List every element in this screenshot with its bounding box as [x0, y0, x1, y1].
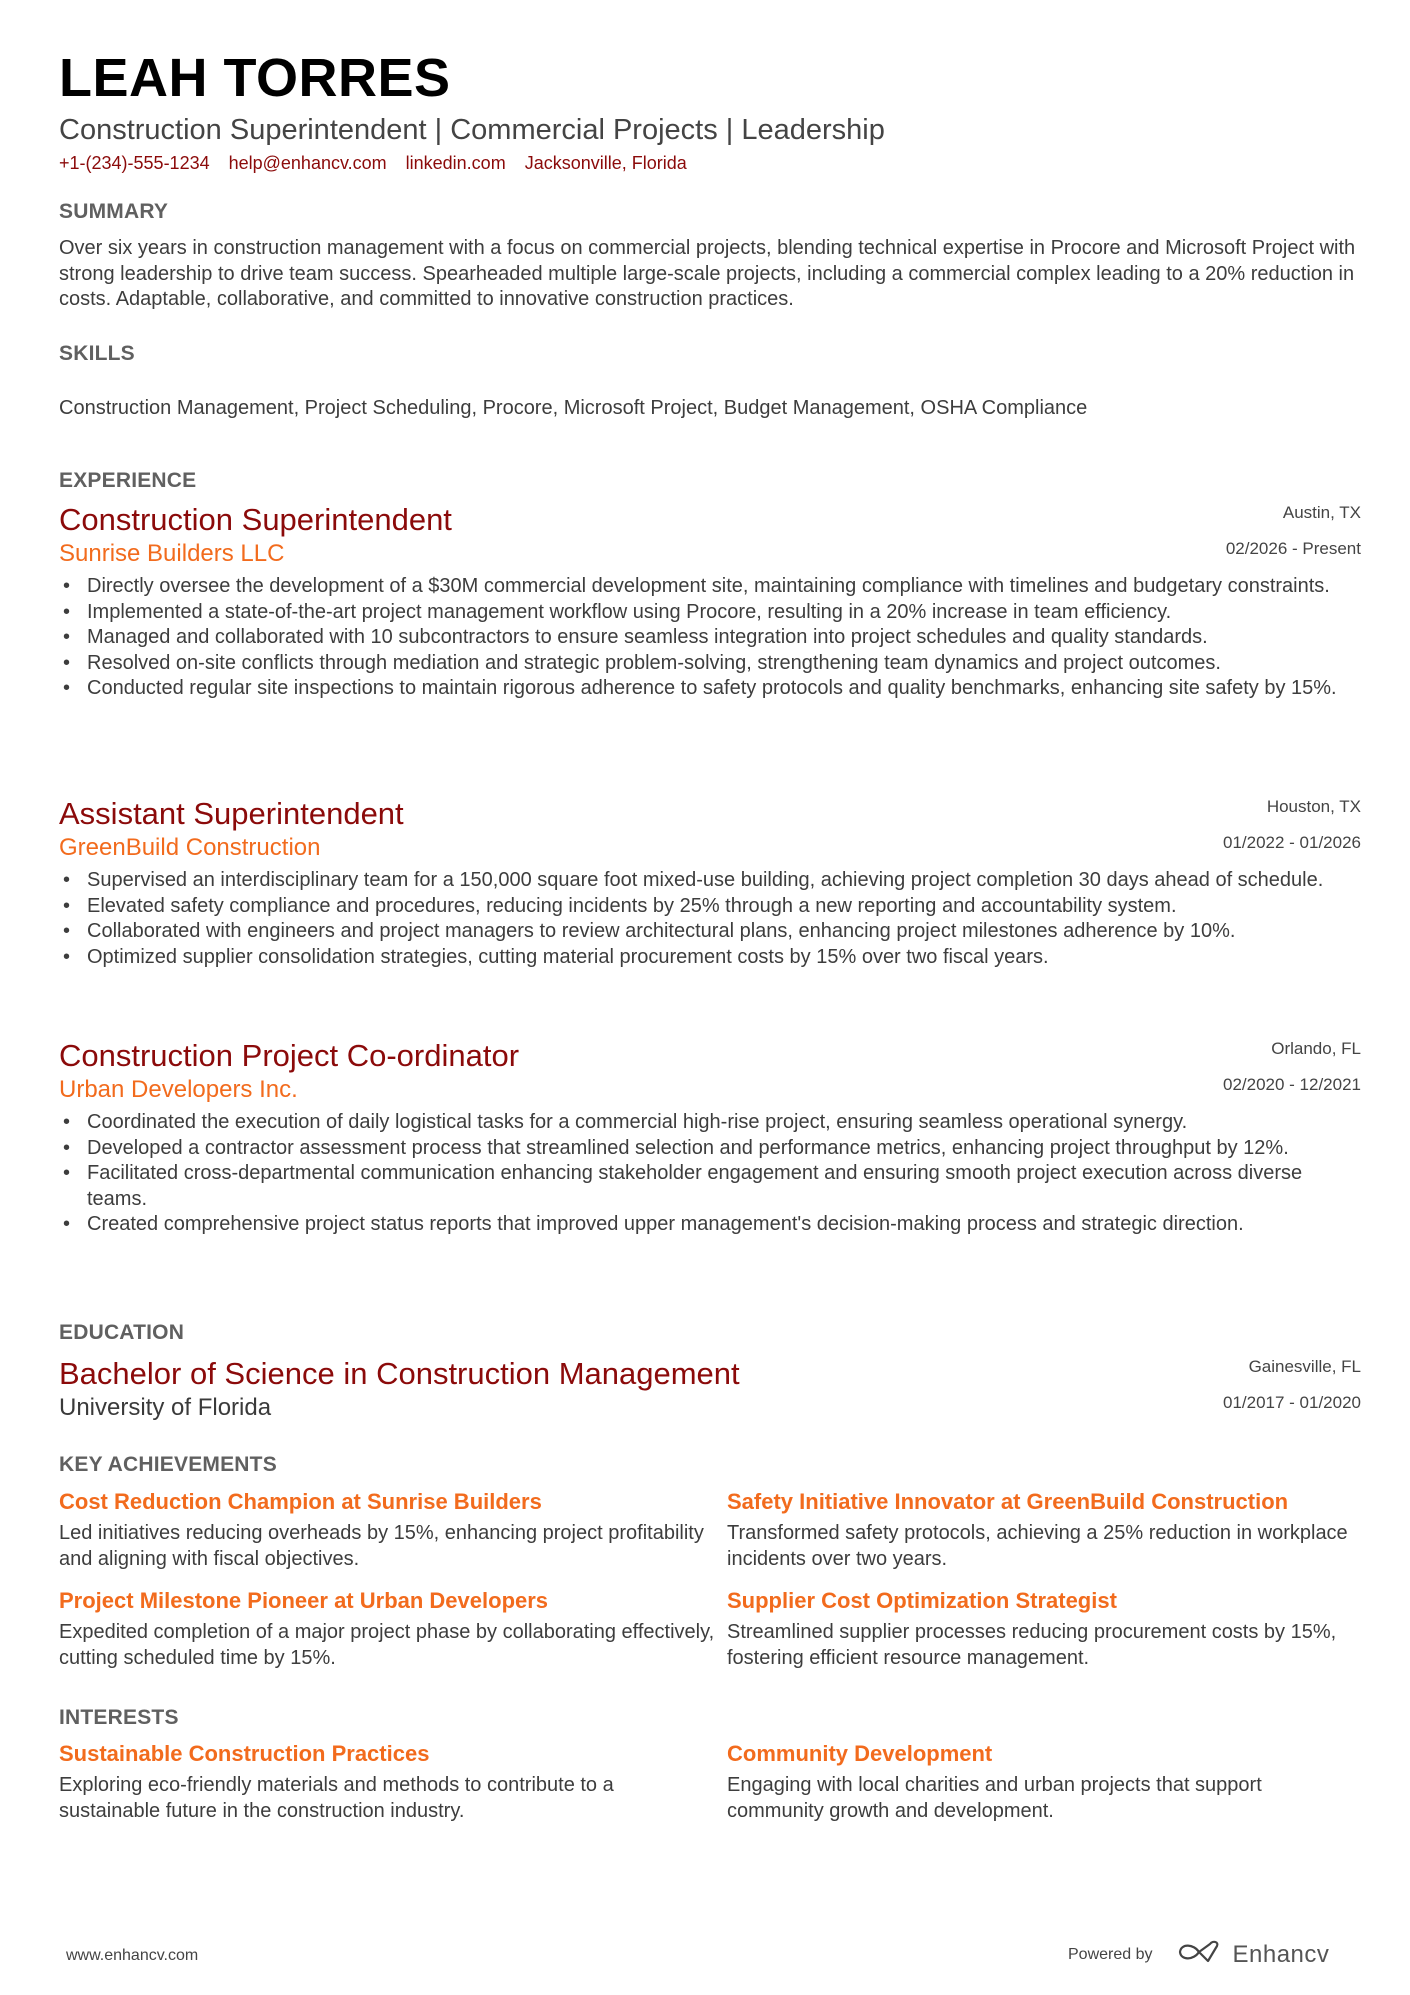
- achievement-title: Cost Reduction Champion at Sunrise Builders: [59, 1489, 542, 1514]
- job-dates: 02/2026 - Present: [1225, 539, 1361, 558]
- achievements-grid: [59, 1487, 1361, 1671]
- experience-entry: [59, 795, 1361, 970]
- skills-heading: SKILLS: [59, 342, 135, 365]
- headline: Construction Superintendent | Commercial Projects | Leadership: [59, 114, 885, 146]
- summary-text: Over six years in construction management with a focus on commercial projects, blending technical expertise in Procore and Microsoft Project with strong leadership to drive team success. Spearheaded multiple large-scale projects, including a commercial complex leading to a 20% reduction in costs. Adaptable, collaborative, and committed to innovative construction practices.: [59, 237, 1356, 311]
- job-meta: [1223, 1037, 1361, 1094]
- education-heading: EDUCATION: [59, 1321, 185, 1344]
- achievement-desc: Expedited completion of a major project phase by collaborating effectively, cutting scheduled time by 15%.: [59, 1621, 715, 1669]
- bullet-item: • Collaborated with engineers and project managers to review architectural plans, enhancing project milestones adherence by 10%.: [59, 919, 1361, 945]
- achievement-title: Project Milestone Pioneer at Urban Developers: [59, 1588, 549, 1614]
- achievement-desc: Streamlined supplier processes reducing procurement costs by 15%, fostering efficient resource management.: [727, 1621, 1337, 1669]
- bullet-item: • Optimized supplier consolidation strategies, cutting material procurement costs by 15% over two fiscal years.: [59, 945, 1361, 971]
- job-bullets: [59, 868, 1361, 970]
- achievement-item: [727, 1586, 1361, 1671]
- interests-grid: [59, 1739, 1361, 1824]
- footer-branding: [1068, 1940, 1329, 1969]
- job-company: Urban Developers Inc.: [59, 1076, 298, 1103]
- job-bullets: [59, 1110, 1361, 1238]
- contact-info: [59, 151, 706, 175]
- job-company: Sunrise Builders LLC: [59, 540, 285, 567]
- job-title: Construction Superintendent: [59, 502, 452, 537]
- enhancv-logo-icon: [1177, 1940, 1223, 1969]
- bullet-item: • Supervised an interdisciplinary team for a 150,000 square foot mixed-use building, achieving project completion 30 days ahead of schedule.: [59, 868, 1361, 894]
- bullet-item: • Directly oversee the development of a $30M commercial development site, maintaining compliance with timelines and budgetary constraints.: [59, 574, 1361, 600]
- candidate-name: LEAH TORRES: [59, 48, 451, 108]
- phone-link[interactable]: +1-(234)-555-1234: [59, 153, 210, 173]
- experience-heading: EXPERIENCE: [59, 469, 197, 492]
- job-location: Austin, TX: [1282, 503, 1361, 522]
- achievement-item: [727, 1487, 1361, 1572]
- job-meta: [1223, 795, 1361, 852]
- footer-website-link[interactable]: www.enhancv.com: [66, 1947, 199, 1964]
- bullet-item: • Elevated safety compliance and procedures, reducing incidents by 25% through a new reporting and accountability system.: [59, 894, 1361, 920]
- bullet-item: • Managed and collaborated with 10 subcontractors to ensure seamless integration into project schedules and quality standards.: [59, 625, 1361, 651]
- bullet-item: • Developed a contractor assessment process that streamlined selection and performance metrics, enhancing project throughput by 12%.: [59, 1136, 1361, 1162]
- interest-desc: Engaging with local charities and urban projects that support community growth and development.: [727, 1774, 1262, 1822]
- job-company: GreenBuild Construction: [59, 834, 321, 861]
- job-title: Assistant Superintendent: [59, 796, 404, 831]
- skills-text: Construction Management, Project Scheduling, Procore, Microsoft Project, Budget Management, OSHA Compliance: [59, 397, 1088, 419]
- powered-by-label: Powered by: [1068, 1945, 1153, 1963]
- interest-title: Community Development: [727, 1741, 993, 1766]
- location-text: Jacksonville, Florida: [524, 153, 687, 173]
- interest-item: [59, 1739, 727, 1824]
- interest-title: Sustainable Construction Practices: [59, 1741, 430, 1766]
- bullet-item: • Resolved on-site conflicts through mediation and strategic problem-solving, strengthening team dynamics and project outcomes.: [59, 651, 1361, 677]
- experience-entry: [59, 1037, 1361, 1238]
- job-location: Houston, TX: [1266, 797, 1361, 816]
- education-entry: [59, 1355, 1361, 1423]
- interest-desc: Exploring eco-friendly materials and methods to contribute to a sustainable future in the construction industry.: [59, 1774, 614, 1822]
- achievement-desc: Transformed safety protocols, achieving a 25% reduction in workplace incidents over two years.: [727, 1522, 1348, 1570]
- job-title: Construction Project Co-ordinator: [59, 1038, 520, 1073]
- experience-entry: [59, 501, 1361, 702]
- education-meta: [1223, 1355, 1361, 1412]
- bullet-item: • Coordinated the execution of daily logistical tasks for a commercial high-rise project, ensuring seamless operational synergy.: [59, 1110, 1361, 1136]
- education-dates: 01/2017 - 01/2020: [1222, 1393, 1361, 1412]
- achievements-heading: KEY ACHIEVEMENTS: [59, 1453, 277, 1476]
- achievement-item: [59, 1586, 727, 1671]
- interests-heading: INTERESTS: [59, 1706, 179, 1729]
- school-name: University of Florida: [59, 1394, 272, 1421]
- job-location: Orlando, FL: [1271, 1039, 1361, 1058]
- enhancv-brand-link[interactable]: [1177, 1940, 1330, 1969]
- job-dates: 02/2020 - 12/2021: [1222, 1075, 1361, 1094]
- summary-heading: SUMMARY: [59, 200, 169, 223]
- email-link[interactable]: help@enhancv.com: [228, 153, 387, 173]
- job-bullets: [59, 574, 1361, 702]
- enhancv-brand-name: Enhancv: [1232, 1940, 1330, 1968]
- achievement-title: Supplier Cost Optimization Strategist: [727, 1588, 1117, 1614]
- bullet-item: • Implemented a state-of-the-art project management workflow using Procore, resulting in a 20% increase in team efficiency.: [59, 600, 1361, 626]
- degree-title: Bachelor of Science in Construction Management: [59, 1356, 740, 1391]
- job-meta: [1226, 501, 1361, 558]
- interest-item: [727, 1739, 1361, 1824]
- achievement-item: [59, 1487, 727, 1572]
- bullet-item: • Conducted regular site inspections to maintain rigorous adherence to safety protocols and quality benchmarks, enhancing site safety by 15%.: [59, 676, 1361, 702]
- achievement-title: Safety Initiative Innovator at GreenBuild Construction: [727, 1489, 1289, 1514]
- bullet-item: • Facilitated cross-departmental communication enhancing stakeholder engagement and ensuring smooth project execution across diverse teams.: [59, 1161, 1361, 1212]
- job-dates: 01/2022 - 01/2026: [1222, 833, 1361, 852]
- education-location: Gainesville, FL: [1248, 1357, 1361, 1376]
- linkedin-link[interactable]: linkedin.com: [405, 153, 506, 173]
- achievement-desc: Led initiatives reducing overheads by 15%, enhancing project profitability and aligning with fiscal objectives.: [59, 1522, 704, 1570]
- bullet-item: • Created comprehensive project status reports that improved upper management's decision-making process and strategic direction.: [59, 1212, 1361, 1238]
